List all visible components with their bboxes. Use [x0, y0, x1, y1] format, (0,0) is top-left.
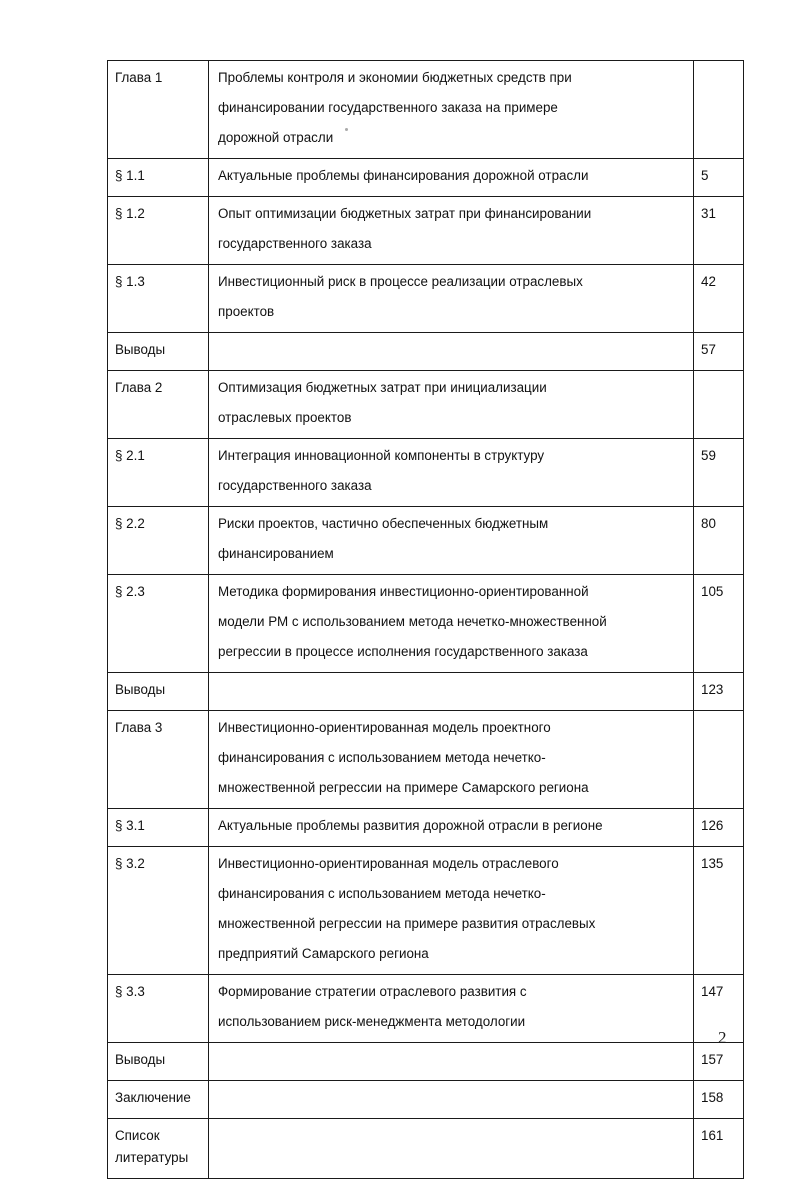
toc-page-text — [694, 1081, 743, 1118]
toc-title-line-empty — [218, 1088, 687, 1110]
toc-index-text — [108, 711, 208, 748]
toc-index-cell — [108, 711, 209, 809]
scan-artifact-speck — [345, 128, 348, 131]
toc-page-text — [694, 371, 743, 408]
toc-index-text — [108, 371, 208, 408]
toc-title-text — [209, 159, 693, 196]
toc-index-line: Выводы — [115, 1052, 166, 1067]
toc-title-text — [209, 265, 693, 332]
toc-page-number: 105 — [701, 584, 724, 599]
toc-index-text — [108, 507, 208, 544]
toc-page-number: 57 — [701, 342, 716, 357]
toc-title-line: Инвестиционно-ориентированная модель отраслевого — [218, 856, 559, 871]
toc-index-line: § 3.2 — [115, 856, 145, 871]
table-row — [108, 575, 744, 673]
toc-index-cell — [108, 159, 209, 197]
toc-page-cell — [694, 371, 744, 439]
table-row — [108, 847, 744, 975]
toc-index-line: § 3.3 — [115, 984, 145, 999]
toc-title-line-empty — [218, 340, 687, 362]
toc-index-line: § 2.2 — [115, 516, 145, 531]
toc-index-cell — [108, 975, 209, 1043]
toc-title-text — [209, 61, 693, 158]
toc-title-line: предприятий Самарского региона — [218, 946, 429, 961]
toc-page-number: 59 — [701, 448, 716, 463]
toc-title-text — [209, 1081, 693, 1118]
table-row — [108, 197, 744, 265]
toc-title-line: модели РМ с использованием метода нечетко-множественной — [218, 614, 607, 629]
toc-index-line: § 2.1 — [115, 448, 145, 463]
toc-index-line: § 3.1 — [115, 818, 145, 833]
toc-index-text — [108, 575, 208, 612]
toc-index-line: Глава 3 — [115, 720, 163, 735]
toc-page-cell — [694, 1043, 744, 1081]
toc-index-text — [108, 1081, 208, 1118]
toc-index-text — [108, 1119, 208, 1178]
toc-title-text — [209, 371, 693, 438]
toc-page-number — [701, 68, 743, 90]
toc-index-text — [108, 975, 208, 1012]
toc-title-cell — [209, 197, 694, 265]
toc-page-number — [701, 718, 743, 740]
toc-index-cell — [108, 1081, 209, 1119]
toc-page-number: 158 — [701, 1090, 724, 1105]
toc-title-cell — [209, 975, 694, 1043]
toc-title-cell — [209, 333, 694, 371]
table-row — [108, 371, 744, 439]
table-row — [108, 711, 744, 809]
toc-index-text — [108, 439, 208, 476]
toc-page-cell — [694, 847, 744, 975]
toc-index-cell — [108, 197, 209, 265]
toc-index-text — [108, 159, 208, 196]
toc-page-number: 161 — [701, 1128, 724, 1143]
table-row — [108, 507, 744, 575]
toc-index-text — [108, 809, 208, 846]
table-row — [108, 333, 744, 371]
toc-title-line: Интеграция инновационной компоненты в структуру — [218, 448, 545, 463]
toc-index-line: Выводы — [115, 682, 166, 697]
toc-title-text — [209, 333, 693, 370]
toc-title-cell — [209, 1119, 694, 1179]
toc-title-cell — [209, 809, 694, 847]
toc-page-text — [694, 1043, 743, 1080]
toc-page-number: 31 — [701, 206, 716, 221]
toc-title-line: финансирования с использованием метода нечетко- — [218, 750, 546, 765]
toc-page-number: 157 — [701, 1052, 724, 1067]
toc-title-line: Формирование стратегии отраслевого развития с — [218, 984, 527, 999]
toc-page-text — [694, 847, 743, 884]
toc-page-cell — [694, 159, 744, 197]
table-row — [108, 439, 744, 507]
toc-title-cell — [209, 265, 694, 333]
toc-page-cell — [694, 673, 744, 711]
toc-index-cell — [108, 1119, 209, 1179]
toc-title-text — [209, 1043, 693, 1080]
toc-title-line: финансирования с использованием метода нечетко- — [218, 886, 546, 901]
toc-title-line: Актуальные проблемы развития дорожной отрасли в регионе — [218, 818, 603, 833]
toc-index-text — [108, 847, 208, 884]
toc-page-cell — [694, 197, 744, 265]
toc-title-text — [209, 197, 693, 264]
toc-index-cell — [108, 439, 209, 507]
toc-title-text — [209, 575, 693, 672]
toc-title-cell — [209, 711, 694, 809]
toc-page-number: 42 — [701, 274, 716, 289]
toc-page-cell — [694, 1119, 744, 1179]
toc-page-text — [694, 333, 743, 370]
table-row — [108, 1081, 744, 1119]
toc-index-text — [108, 1043, 208, 1080]
toc-title-cell — [209, 1081, 694, 1119]
toc-index-cell — [108, 265, 209, 333]
toc-index-line: Выводы — [115, 342, 166, 357]
toc-title-cell — [209, 847, 694, 975]
toc-title-line: отраслевых проектов — [218, 410, 352, 425]
toc-title-text — [209, 975, 693, 1042]
toc-title-text — [209, 711, 693, 808]
toc-index-cell — [108, 1043, 209, 1081]
toc-title-line: государственного заказа — [218, 478, 372, 493]
toc-page-text — [694, 507, 743, 544]
table-row — [108, 159, 744, 197]
toc-title-text — [209, 1119, 693, 1156]
toc-page-number: 80 — [701, 516, 716, 531]
toc-title-cell — [209, 673, 694, 711]
toc-title-line: регрессии в процессе исполнения государственного заказа — [218, 644, 588, 659]
toc-index-line: литературы — [115, 1150, 189, 1165]
toc-page-text — [694, 159, 743, 196]
toc-index-cell — [108, 847, 209, 975]
toc-page-cell — [694, 507, 744, 575]
toc-index-cell — [108, 61, 209, 159]
table-of-contents — [107, 60, 744, 1179]
toc-title-line: Опыт оптимизации бюджетных затрат при финансировании — [218, 206, 592, 221]
toc-page-cell — [694, 1081, 744, 1119]
toc-title-line: Методика формирования инвестиционно-ориентированной — [218, 584, 589, 599]
toc-title-line: использованием риск-менеджмента методологии — [218, 1014, 526, 1029]
toc-page-text — [694, 809, 743, 846]
toc-page-cell — [694, 809, 744, 847]
toc-page-cell — [694, 439, 744, 507]
toc-title-cell — [209, 61, 694, 159]
toc-title-line: Проблемы контроля и экономии бюджетных средств при — [218, 70, 572, 85]
table-of-contents-body — [108, 61, 744, 1179]
toc-page-text — [694, 439, 743, 476]
toc-title-text — [209, 439, 693, 506]
toc-title-line: проектов — [218, 304, 275, 319]
toc-page-number: 5 — [701, 168, 709, 183]
table-row — [108, 1119, 744, 1179]
toc-title-line: Инвестиционно-ориентированная модель проектного — [218, 720, 551, 735]
toc-index-cell — [108, 575, 209, 673]
toc-title-line: Оптимизация бюджетных затрат при инициализации — [218, 380, 547, 395]
toc-index-text — [108, 61, 208, 98]
toc-title-text — [209, 847, 693, 974]
toc-title-line: государственного заказа — [218, 236, 372, 251]
toc-page-text — [694, 975, 743, 1012]
toc-index-text — [108, 265, 208, 302]
toc-page-cell — [694, 265, 744, 333]
toc-title-line: множественной регрессии на примере Самарского региона — [218, 780, 589, 795]
toc-index-line: § 2.3 — [115, 584, 145, 599]
toc-index-line: Глава 2 — [115, 380, 163, 395]
toc-title-line-empty — [218, 1050, 687, 1072]
toc-index-line: § 1.1 — [115, 168, 145, 183]
toc-index-cell — [108, 333, 209, 371]
toc-page-number: 123 — [701, 682, 724, 697]
toc-page-text — [694, 197, 743, 234]
toc-title-line: множественной регрессии на примере развития отраслевых — [218, 916, 596, 931]
toc-title-line-empty — [218, 680, 687, 702]
toc-page-text — [694, 575, 743, 612]
toc-title-line-empty — [218, 1126, 687, 1148]
table-row — [108, 265, 744, 333]
toc-page-text — [694, 711, 743, 748]
toc-title-text — [209, 673, 693, 710]
toc-index-cell — [108, 809, 209, 847]
toc-title-cell — [209, 507, 694, 575]
toc-index-line: Список — [115, 1128, 160, 1143]
toc-title-line: Риски проектов, частично обеспеченных бюджетным — [218, 516, 549, 531]
toc-page-text — [694, 1119, 743, 1156]
toc-page-cell — [694, 333, 744, 371]
toc-page-number: 135 — [701, 856, 724, 871]
table-row — [108, 809, 744, 847]
table-row — [108, 61, 744, 159]
toc-page-text — [694, 61, 743, 98]
toc-page-number: 147 — [701, 984, 724, 999]
toc-index-cell — [108, 371, 209, 439]
toc-page-text — [694, 673, 743, 710]
toc-index-line: § 1.3 — [115, 274, 145, 289]
toc-index-line: Заключение — [115, 1090, 191, 1105]
toc-title-line: Инвестиционный риск в процессе реализации отраслевых — [218, 274, 583, 289]
toc-index-text — [108, 673, 208, 710]
table-row — [108, 673, 744, 711]
toc-title-cell — [209, 575, 694, 673]
toc-title-line: Актуальные проблемы финансирования дорожной отрасли — [218, 168, 589, 183]
toc-index-cell — [108, 673, 209, 711]
table-row — [108, 1043, 744, 1081]
toc-title-text — [209, 507, 693, 574]
toc-title-line: финансированием — [218, 546, 334, 561]
toc-index-text — [108, 333, 208, 370]
toc-title-cell — [209, 439, 694, 507]
toc-index-cell — [108, 507, 209, 575]
toc-page-number — [701, 378, 743, 400]
table-row — [108, 975, 744, 1043]
toc-page-cell — [694, 61, 744, 159]
toc-page-text — [694, 265, 743, 302]
toc-title-cell — [209, 1043, 694, 1081]
toc-title-text — [209, 809, 693, 846]
toc-page-number: 126 — [701, 818, 724, 833]
toc-index-text — [108, 197, 208, 234]
toc-title-line: финансировании государственного заказа на примере — [218, 100, 558, 115]
toc-page-cell — [694, 575, 744, 673]
page-number: 2 — [718, 1028, 727, 1047]
toc-title-cell — [209, 371, 694, 439]
toc-title-line: дорожной отрасли — [218, 130, 334, 145]
toc-index-line: Глава 1 — [115, 70, 163, 85]
toc-index-line: § 1.2 — [115, 206, 145, 221]
toc-page-cell — [694, 711, 744, 809]
toc-title-cell — [209, 159, 694, 197]
